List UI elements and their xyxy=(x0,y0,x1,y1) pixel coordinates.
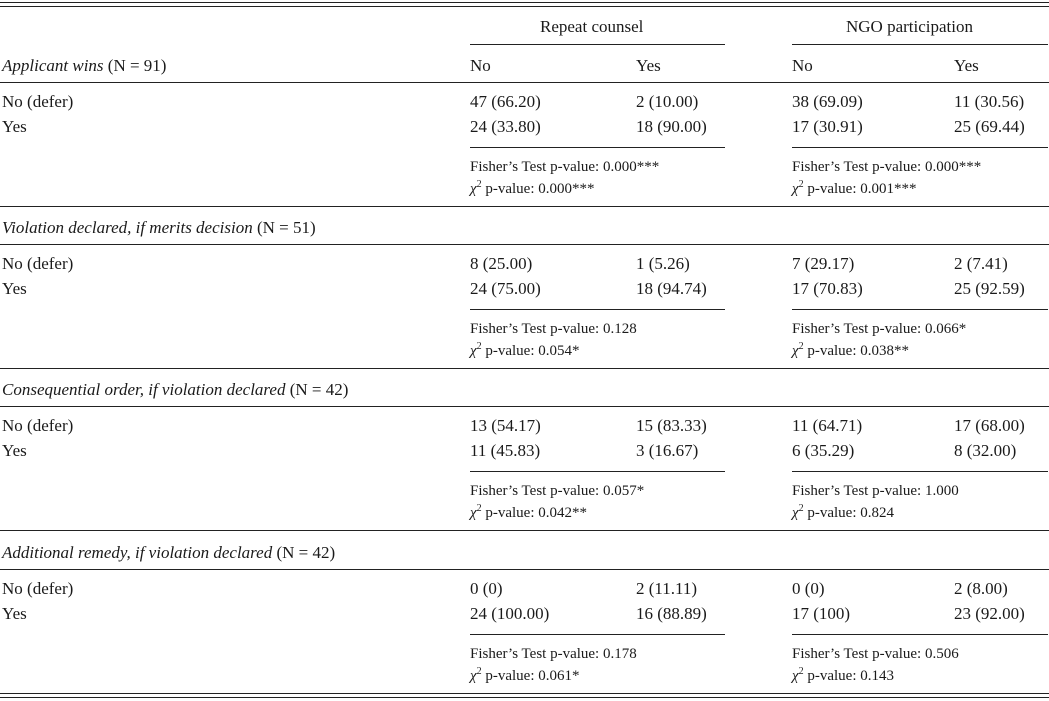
chi-square-note: $\chi^2$ p-value: 0.000*** xyxy=(470,179,595,197)
cell-no-ngo-no: 0 (0) xyxy=(792,579,825,598)
chi-square-pvalue: p-value: 0.038** xyxy=(807,343,910,359)
row-label-yes: Yes xyxy=(2,117,27,136)
chi-symbol: χ xyxy=(792,343,799,359)
cell-no-ngo-yes: 11 (30.56) xyxy=(954,92,1025,111)
col-header-repeat-yes: Yes xyxy=(636,56,661,75)
cell-yes-ngo-no: 17 (30.91) xyxy=(792,117,863,136)
col-header-repeat-no: No xyxy=(470,56,491,75)
chi-symbol: χ xyxy=(792,181,799,197)
bottom-rule-inner xyxy=(0,697,1049,698)
fisher-test-note: Fisher’s Test p-value: 0.057* xyxy=(470,483,645,499)
group-rule-ngo-participation xyxy=(792,44,1048,45)
fisher-test-note: Fisher’s Test p-value: 0.000*** xyxy=(470,159,660,175)
cell-no-ngo-no: 38 (69.09) xyxy=(792,92,863,111)
fisher-test-note: Fisher’s Test p-value: 1.000 xyxy=(792,483,959,499)
chi-square-note: $\chi^2$ p-value: 0.001*** xyxy=(792,179,917,197)
note-rule-ngo-participation xyxy=(792,634,1048,635)
cell-yes-ngo-yes: 23 (92.00) xyxy=(954,604,1025,623)
cell-no-ngo-no: 7 (29.17) xyxy=(792,254,855,273)
cell-yes-repeat-yes: 18 (94.74) xyxy=(636,279,707,298)
section-rule xyxy=(0,569,1049,570)
section-separator xyxy=(0,368,1049,369)
cell-yes-repeat-yes: 3 (16.67) xyxy=(636,441,699,460)
cell-yes-repeat-yes: 18 (90.00) xyxy=(636,117,707,136)
section-title xyxy=(2,218,316,238)
cell-no-repeat-yes: 15 (83.33) xyxy=(636,416,707,435)
chi-square-pvalue: p-value: 0.001*** xyxy=(807,181,917,197)
section-title xyxy=(2,56,166,76)
cell-no-ngo-yes: 17 (68.00) xyxy=(954,416,1025,435)
cell-yes-ngo-no: 6 (35.29) xyxy=(792,441,855,460)
chi-square-note: $\chi^2$ p-value: 0.824 xyxy=(792,503,895,521)
chi-square-pvalue: p-value: 0.061* xyxy=(485,668,580,684)
section-rule xyxy=(0,406,1049,407)
note-rule-ngo-participation xyxy=(792,147,1048,148)
chi-symbol: χ xyxy=(470,668,477,684)
fisher-test-note: Fisher’s Test p-value: 0.000*** xyxy=(792,159,982,175)
section-title-label: Violation declared, if merits decision xyxy=(2,218,253,237)
cell-no-repeat-yes: 2 (10.00) xyxy=(636,92,699,111)
chi-square-pvalue: p-value: 0.042** xyxy=(485,505,588,521)
fisher-test-note: Fisher’s Test p-value: 0.128 xyxy=(470,321,637,337)
note-rule-repeat-counsel xyxy=(470,147,725,148)
cell-no-repeat-yes: 1 (5.26) xyxy=(636,254,690,273)
section-title xyxy=(2,380,348,400)
chi-symbol: χ xyxy=(470,181,477,197)
cell-no-repeat-no: 0 (0) xyxy=(470,579,503,598)
section-title-n: (N = 42) xyxy=(289,380,349,399)
note-rule-repeat-counsel xyxy=(470,634,725,635)
chi-square-note: $\chi^2$ p-value: 0.143 xyxy=(792,666,895,684)
cell-no-repeat-no: 8 (25.00) xyxy=(470,254,533,273)
cell-yes-repeat-no: 24 (75.00) xyxy=(470,279,541,298)
row-label-yes: Yes xyxy=(2,441,27,460)
group-header-repeat-counsel: Repeat counsel xyxy=(540,17,644,36)
cell-yes-ngo-no: 17 (100) xyxy=(792,604,851,623)
row-label-no-defer: No (defer) xyxy=(2,254,74,273)
fisher-test-note: Fisher’s Test p-value: 0.178 xyxy=(470,646,637,662)
col-header-ngo-no: No xyxy=(792,56,813,75)
row-label-yes: Yes xyxy=(2,604,27,623)
chi-symbol: χ xyxy=(470,343,477,359)
bottom-rule xyxy=(0,693,1049,694)
chi-symbol: χ xyxy=(792,668,799,684)
top-rule-inner xyxy=(0,6,1049,7)
chi-square-pvalue: p-value: 0.054* xyxy=(485,343,580,359)
row-label-yes: Yes xyxy=(2,279,27,298)
row-label-no-defer: No (defer) xyxy=(2,416,74,435)
row-label-no-defer: No (defer) xyxy=(2,579,74,598)
chi-symbol: χ xyxy=(792,505,799,521)
section-separator xyxy=(0,206,1049,207)
row-label-no-defer: No (defer) xyxy=(2,92,74,111)
cell-yes-ngo-yes: 25 (69.44) xyxy=(954,117,1025,136)
top-rule xyxy=(0,2,1049,3)
section-title-n: (N = 91) xyxy=(107,56,167,75)
section-title-label: Additional remedy, if violation declared xyxy=(2,543,273,562)
cell-no-repeat-no: 47 (66.20) xyxy=(470,92,541,111)
cell-no-repeat-no: 13 (54.17) xyxy=(470,416,541,435)
chi-square-pvalue: p-value: 0.824 xyxy=(807,505,895,521)
cell-yes-repeat-no: 24 (33.80) xyxy=(470,117,541,136)
note-rule-repeat-counsel xyxy=(470,309,725,310)
chi-square-note: $\chi^2$ p-value: 0.054* xyxy=(470,341,580,359)
chi-square-pvalue: p-value: 0.143 xyxy=(807,668,895,684)
cell-yes-ngo-yes: 8 (32.00) xyxy=(954,441,1017,460)
cell-yes-repeat-no: 11 (45.83) xyxy=(470,441,541,460)
note-rule-ngo-participation xyxy=(792,471,1048,472)
section-rule xyxy=(0,82,1049,83)
chi-square-note: $\chi^2$ p-value: 0.038** xyxy=(792,341,910,359)
section-title xyxy=(2,543,335,563)
cell-yes-repeat-yes: 16 (88.89) xyxy=(636,604,707,623)
section-title-n: (N = 42) xyxy=(276,543,336,562)
cell-no-ngo-no: 11 (64.71) xyxy=(792,416,863,435)
fisher-test-note: Fisher’s Test p-value: 0.506 xyxy=(792,646,959,662)
note-rule-repeat-counsel xyxy=(470,471,725,472)
section-title-label: Consequential order, if violation declared xyxy=(2,380,286,399)
chi-square-note: $\chi^2$ p-value: 0.042** xyxy=(470,503,588,521)
fisher-test-note: Fisher’s Test p-value: 0.066* xyxy=(792,321,967,337)
group-header-ngo-participation: NGO participation xyxy=(846,17,973,36)
cell-yes-ngo-yes: 25 (92.59) xyxy=(954,279,1025,298)
section-separator xyxy=(0,530,1049,531)
chi-symbol: χ xyxy=(470,505,477,521)
cell-no-ngo-yes: 2 (7.41) xyxy=(954,254,1008,273)
chi-square-note: $\chi^2$ p-value: 0.061* xyxy=(470,666,580,684)
section-title-n: (N = 51) xyxy=(256,218,316,237)
cell-yes-ngo-no: 17 (70.83) xyxy=(792,279,863,298)
cell-yes-repeat-no: 24 (100.00) xyxy=(470,604,550,623)
cell-no-repeat-yes: 2 (11.11) xyxy=(636,579,698,598)
chi-square-pvalue: p-value: 0.000*** xyxy=(485,181,595,197)
section-rule xyxy=(0,244,1049,245)
section-title-label: Applicant wins xyxy=(2,56,104,75)
note-rule-ngo-participation xyxy=(792,309,1048,310)
cell-no-ngo-yes: 2 (8.00) xyxy=(954,579,1008,598)
col-header-ngo-yes: Yes xyxy=(954,56,979,75)
group-rule-repeat-counsel xyxy=(470,44,725,45)
